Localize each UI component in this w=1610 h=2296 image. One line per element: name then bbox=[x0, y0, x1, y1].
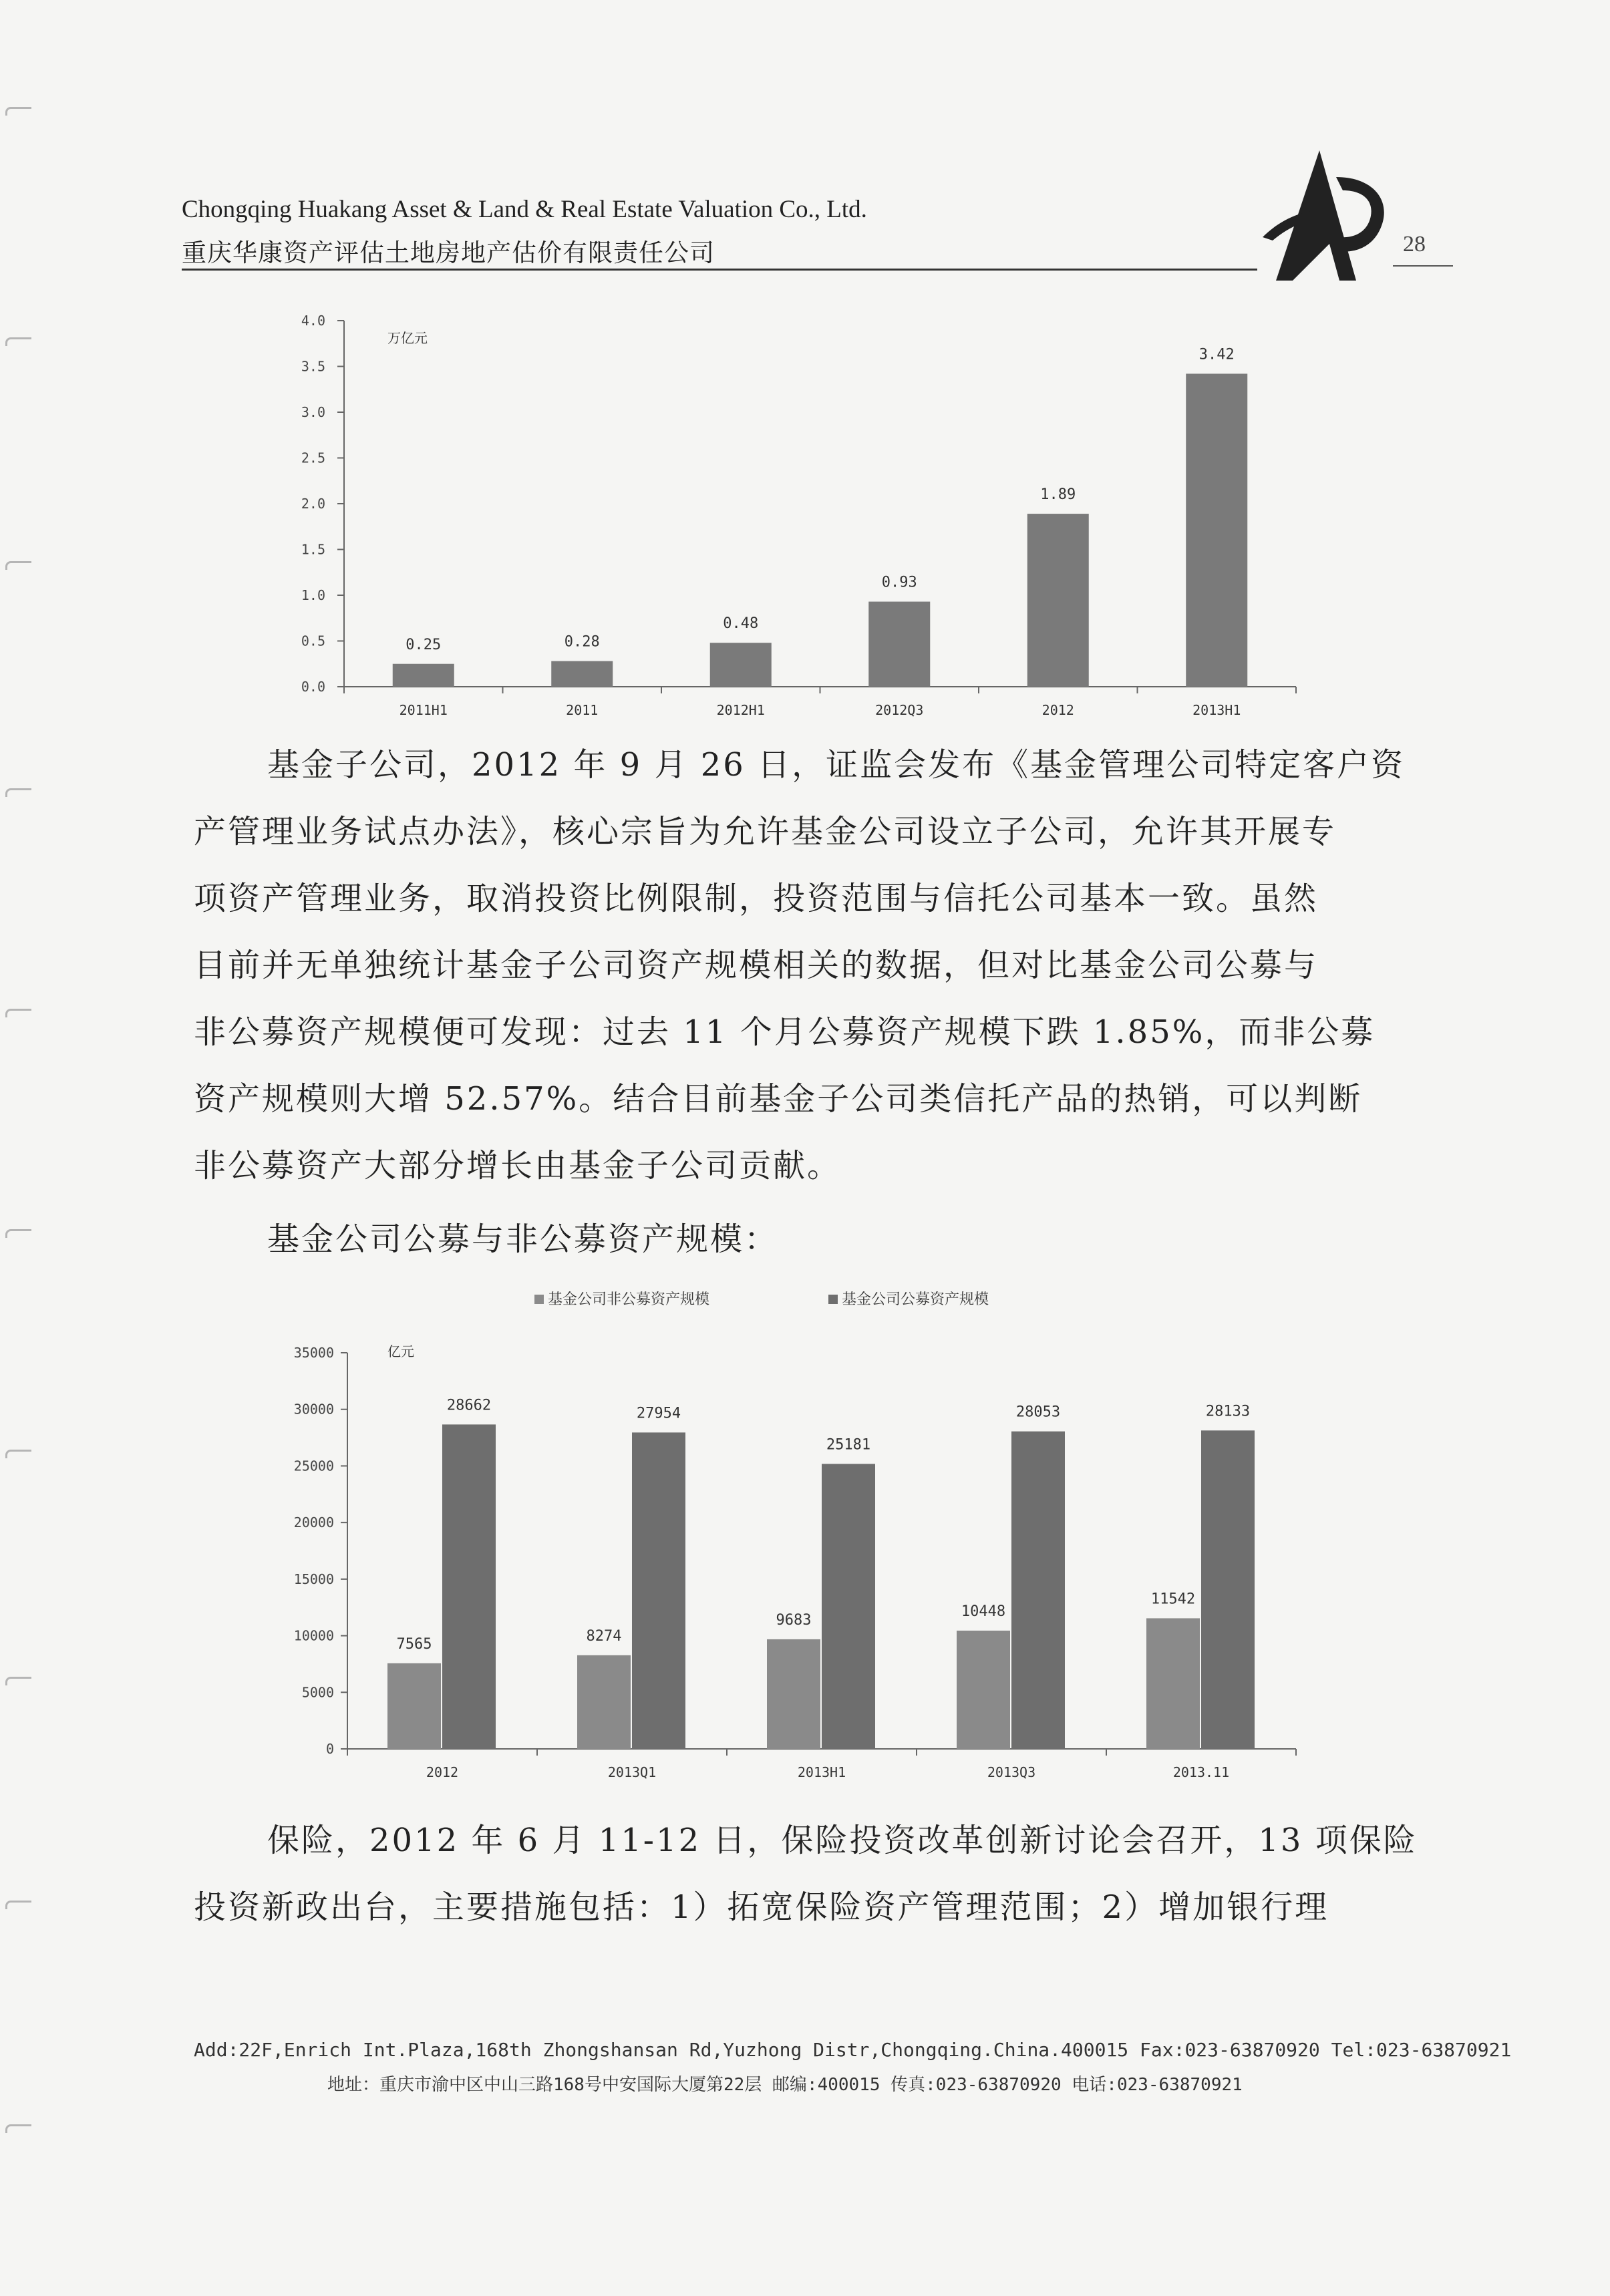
legend-swatch bbox=[828, 1295, 838, 1304]
text-line: 产管理业务试点办法》，核心宗旨为允许基金公司设立子公司，允许其开展专 bbox=[194, 813, 1337, 850]
bar-2011 bbox=[551, 661, 613, 687]
data-label: 0.48 bbox=[723, 615, 759, 633]
y-tick-label: 3.5 bbox=[301, 358, 325, 375]
footer-address-en: Add:22F,Enrich Int.Plaza,168th Zhongshansan Rd,Yuzhong Distr,Chongqing.China.400015 Fax:023-63870920 Tel:023-63870921 bbox=[194, 2039, 1512, 2061]
binding-mark bbox=[5, 337, 31, 346]
data-label: 10448 bbox=[961, 1603, 1006, 1620]
unit-label: 万亿元 bbox=[387, 330, 428, 346]
bar-2013Q3-series-2 bbox=[1011, 1432, 1065, 1749]
bar-2012 bbox=[1027, 514, 1089, 687]
x-tick-label: 2012H1 bbox=[716, 702, 765, 718]
binding-mark bbox=[5, 788, 31, 797]
x-tick-label: 2013.11 bbox=[1172, 1764, 1230, 1780]
x-tick-label: 2011H1 bbox=[399, 702, 448, 718]
data-label: 0.25 bbox=[406, 636, 442, 653]
y-tick-label: 4.0 bbox=[301, 313, 325, 329]
binding-mark bbox=[5, 1229, 31, 1238]
binding-mark bbox=[5, 2124, 31, 2133]
x-tick-label: 2013H1 bbox=[1192, 702, 1241, 718]
x-tick-label: 2012Q3 bbox=[875, 702, 924, 718]
data-label: 8274 bbox=[586, 1627, 622, 1645]
x-tick-label: 2013H1 bbox=[797, 1764, 846, 1780]
company-logo bbox=[1256, 137, 1390, 291]
data-label: 25181 bbox=[826, 1436, 871, 1454]
chart-public-nonpublic bbox=[267, 1276, 1323, 1797]
bar-2013Q1-series-1 bbox=[577, 1655, 631, 1749]
data-label: 7565 bbox=[396, 1635, 432, 1653]
data-label: 0.28 bbox=[564, 633, 600, 651]
x-tick-label: 2013Q3 bbox=[987, 1764, 1036, 1780]
y-tick-label: 20000 bbox=[293, 1514, 334, 1531]
data-label: 28133 bbox=[1205, 1403, 1251, 1420]
y-tick-label: 0 bbox=[325, 1741, 334, 1757]
y-tick-label: 2.5 bbox=[301, 450, 325, 466]
data-label: 1.89 bbox=[1040, 486, 1076, 504]
page-number-rule bbox=[1393, 265, 1453, 267]
legend-label: 基金公司非公募资产规模 bbox=[548, 1291, 710, 1308]
legend-swatch bbox=[534, 1295, 544, 1304]
footer-address-cn: 地址：重庆市渝中区中山三路168号中安国际大厦第22层 邮编:400015 传真:023-63870920 电话:023-63870921 bbox=[327, 2075, 1243, 2095]
bar-2013H1 bbox=[1186, 373, 1247, 687]
data-label: 28662 bbox=[446, 1397, 492, 1414]
binding-mark bbox=[5, 561, 31, 570]
page-number: 28 bbox=[1403, 232, 1426, 257]
company-name-cn: 重庆华康资产评估土地房地产估价有限责任公司 bbox=[182, 238, 715, 267]
bar-2013.11-series-2 bbox=[1201, 1430, 1255, 1749]
data-label: 3.42 bbox=[1198, 346, 1235, 363]
x-tick-label: 2011 bbox=[566, 702, 599, 718]
bar-2013Q1-series-2 bbox=[632, 1432, 685, 1749]
text-line: 非公募资产规模便可发现：过去 11 个月公募资产规模下跌 1.85%，而非公募 bbox=[194, 1013, 1376, 1051]
y-tick-label: 3.0 bbox=[301, 404, 325, 420]
y-tick-label: 35000 bbox=[293, 1345, 334, 1361]
x-tick-label: 2012 bbox=[426, 1764, 459, 1780]
y-tick-label: 15000 bbox=[293, 1571, 334, 1587]
bar-2013H1-series-2 bbox=[822, 1464, 875, 1749]
binding-mark bbox=[5, 1677, 31, 1685]
y-tick-label: 0.0 bbox=[301, 679, 325, 695]
binding-mark bbox=[5, 1901, 31, 1909]
paragraph-insurance bbox=[194, 1807, 1470, 1941]
text-line: 项资产管理业务，取消投资比例限制，投资范围与信托公司基本一致。虽然 bbox=[194, 880, 1319, 917]
x-tick-label: 2013Q1 bbox=[607, 1764, 657, 1780]
bar-2011H1 bbox=[393, 664, 454, 687]
chart-assets-trillion bbox=[267, 301, 1323, 728]
y-tick-label: 1.0 bbox=[301, 587, 325, 603]
bar-2013Q3-series-1 bbox=[957, 1631, 1010, 1749]
paragraph-fund-subsidiary bbox=[194, 731, 1470, 1199]
bar-2012H1 bbox=[710, 643, 772, 687]
unit-label: 亿元 bbox=[387, 1343, 414, 1359]
y-tick-label: 25000 bbox=[293, 1458, 334, 1474]
text-line: 基金子公司，2012 年 9 月 26 日，证监会发布《基金管理公司特定客户资 bbox=[267, 746, 1406, 784]
x-tick-label: 2012 bbox=[1041, 702, 1074, 718]
legend-label: 基金公司公募资产规模 bbox=[842, 1291, 989, 1308]
text-line: 保险，2012 年 6 月 11-12 日，保险投资改革创新讨论会召开，13 项保险 bbox=[267, 1822, 1418, 1859]
binding-mark bbox=[5, 1450, 31, 1458]
y-tick-label: 30000 bbox=[293, 1401, 334, 1418]
y-tick-label: 5000 bbox=[301, 1684, 334, 1701]
binding-mark bbox=[5, 1009, 31, 1017]
chart-caption bbox=[194, 1206, 1470, 1273]
y-tick-label: 0.5 bbox=[301, 633, 325, 649]
text-line: 资产规模则大增 52.57%。结合目前基金子公司类信托产品的热销，可以判断 bbox=[194, 1080, 1363, 1118]
text-line: 投资新政出台，主要措施包括：1）拓宽保险资产管理范围；2）增加银行理 bbox=[194, 1889, 1329, 1926]
bar-2013H1-series-1 bbox=[767, 1639, 820, 1749]
y-tick-label: 10000 bbox=[293, 1627, 334, 1644]
data-label: 27954 bbox=[636, 1405, 681, 1422]
binding-mark bbox=[5, 107, 31, 116]
bar-2012-series-1 bbox=[387, 1663, 441, 1749]
caption-text: 基金公司公募与非公募资产规模： bbox=[267, 1220, 779, 1258]
y-tick-label: 1.5 bbox=[301, 541, 325, 558]
data-label: 9683 bbox=[776, 1611, 812, 1629]
company-name-en: Chongqing Huakang Asset & Land & Real Estate Valuation Co., Ltd. bbox=[182, 196, 867, 223]
bar-2013.11-series-1 bbox=[1146, 1618, 1200, 1749]
header-rule bbox=[182, 269, 1257, 271]
data-label: 28053 bbox=[1015, 1404, 1061, 1421]
y-tick-label: 2.0 bbox=[301, 496, 325, 512]
text-line: 非公募资产大部分增长由基金子公司贡献。 bbox=[194, 1147, 842, 1184]
data-label: 11542 bbox=[1150, 1591, 1196, 1608]
text-line: 目前并无单独统计基金子公司资产规模相关的数据，但对比基金公司公募与 bbox=[194, 947, 1319, 984]
bar-2012-series-2 bbox=[442, 1424, 496, 1749]
data-label: 0.93 bbox=[881, 574, 917, 591]
bar-2012Q3 bbox=[868, 602, 930, 687]
